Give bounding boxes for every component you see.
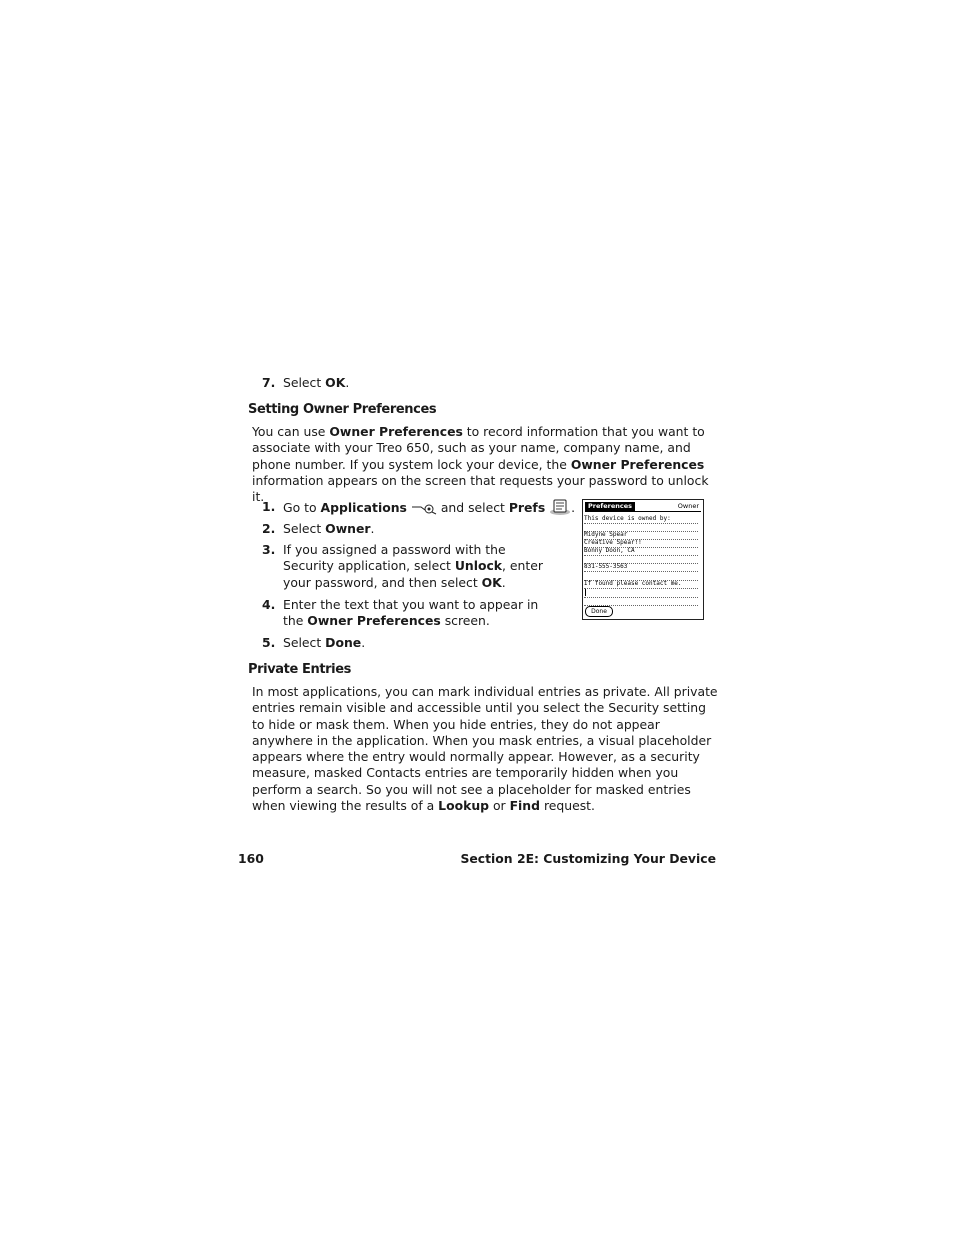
step-number: 7. [262, 375, 276, 390]
step-text: Go to Applications and select Prefs . [283, 499, 568, 519]
screenshot-line: Creative Spear!! [584, 539, 698, 548]
applications-icon [411, 503, 437, 519]
screenshot-tab-right: Owner [677, 502, 699, 510]
step-number: 1. [262, 499, 276, 514]
private-entries-paragraph: In most applications, you can mark individual entries as private. All private entries remain visible and accessible until you select the Security setting to hide or mask them. When you hide entries, they do not appear anywhere in the application. When you mask entries, a visual placeholder appears where the entry would normally appear. However, as a security measure, masked Contacts entries are temporarily hidden when you perform a search. So you will not see a placeholder for masked entries when viewing the results of a Lookup or Find request. [252, 684, 718, 814]
screenshot-line: 831-555-3563 [584, 563, 698, 572]
step-text: Select Owner. [283, 521, 375, 536]
screenshot-line: If found please contact me. [584, 580, 698, 589]
step-number: 4. [262, 597, 276, 612]
intro-paragraph: You can use Owner Preferences to record information that you want to associate with your Treo 650, such as your name, company name, and phone number. If you system lock your device, the Owner Preferences information appears on the screen that requests your password to unlock it. [252, 424, 709, 505]
screenshot-line: Bonny Doon, CA [584, 547, 698, 556]
done-button[interactable]: Done [585, 606, 613, 617]
step-text: Enter the text that you want to appear in the Owner Preferences screen. [283, 597, 539, 629]
screenshot-line [584, 597, 698, 606]
section-heading: Setting Owner Preferences [248, 402, 437, 417]
text-cursor [585, 589, 586, 596]
screenshot-line: Midyne Spear [584, 531, 698, 540]
section-heading: Private Entries [248, 662, 351, 677]
step-text: If you assigned a password with the Security application, select Unlock, enter your password, and then select OK. [283, 542, 543, 590]
screenshot-tab: Preferences [585, 502, 635, 511]
step-text: Select Done. [283, 635, 366, 650]
screenshot-line: This device is owned by: [584, 515, 698, 524]
footer-section-title: Section 2E: Customizing Your Device [460, 851, 716, 866]
owner-preferences-screenshot [582, 499, 704, 620]
step-number: 2. [262, 521, 276, 536]
page-number: 160 [238, 851, 264, 866]
prefs-icon [549, 499, 571, 519]
step-number: 5. [262, 635, 276, 650]
screenshot-title-bar [585, 502, 701, 512]
step-text: Select OK. [283, 375, 350, 390]
step-number: 3. [262, 542, 276, 557]
